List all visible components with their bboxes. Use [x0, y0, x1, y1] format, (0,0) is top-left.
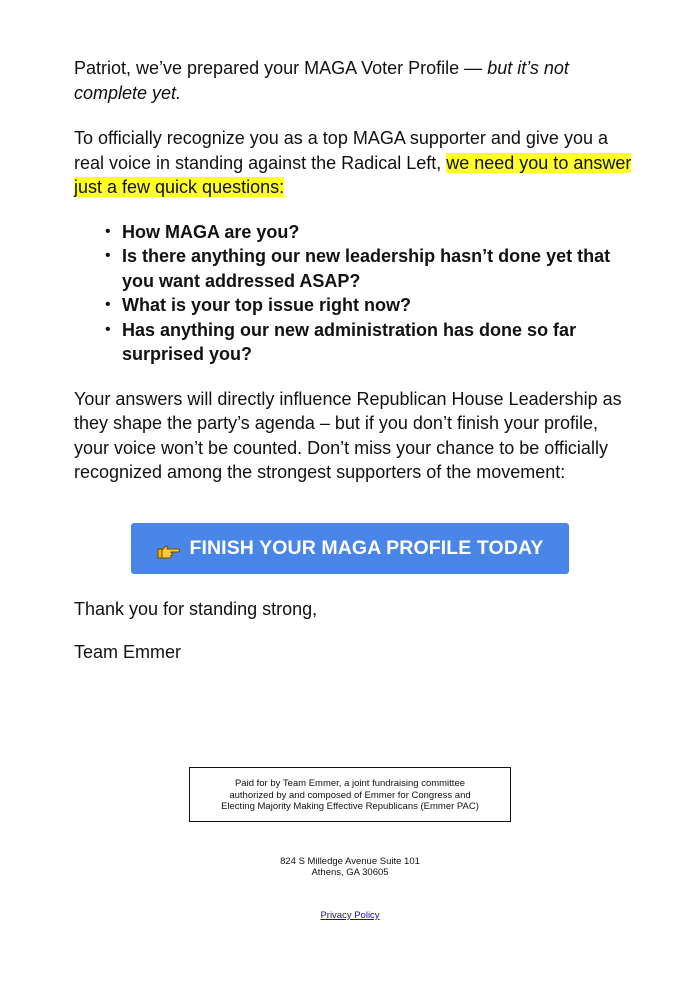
request-highlight: we need you to answer just a few quick questions:	[74, 152, 632, 197]
finish-profile-button[interactable]	[131, 523, 569, 574]
address-line: 824 S Milledge Avenue Suite 101	[280, 856, 420, 867]
question-item	[105, 220, 634, 245]
question-text: What is your top issue right now?	[122, 295, 412, 315]
disclaimer-line: Electing Majority Making Effective Republicans (Emmer PAC)	[221, 801, 479, 812]
question-text: How MAGA are you?	[122, 221, 300, 242]
disclaimer-line: authorized by and composed of Emmer for Congress and	[229, 789, 471, 801]
request-paragraph	[74, 126, 634, 200]
question-text: Is there anything our new leadership hasn’t done yet that you want addressed ASAP?	[122, 246, 611, 291]
finish-profile-button-label: FINISH YOUR MAGA PROFILE TODAY	[189, 537, 544, 559]
signature-text: Team Emmer	[74, 642, 182, 662]
bullet: •	[105, 247, 111, 264]
footer-links	[0, 910, 700, 922]
privacy-policy-link[interactable]: Privacy Policy	[320, 910, 380, 921]
paid-for-disclaimer	[189, 767, 511, 822]
question-text: Has anything our new administration has done so far surprised you?	[122, 319, 577, 364]
question-item	[105, 293, 634, 318]
bullet: •	[105, 296, 111, 313]
intro-emphasis: but it’s not complete yet.	[74, 58, 569, 103]
email-body	[74, 56, 634, 485]
disclaimer-line: Paid for by Team Emmer, a joint fundraising committee	[234, 778, 466, 789]
bullet: •	[105, 320, 111, 338]
address-line: Athens, GA 30605	[311, 867, 389, 878]
questions-list	[74, 220, 634, 367]
mailing-address	[0, 856, 700, 878]
thanks-text: Thank you for standing strong,	[74, 599, 318, 619]
closing-paragraph: Your answers will directly influence Republican House Leadership as they shape the party’s agenda – but if you don’t finish your profile, your voice won’t be counted. Don’t miss your chance to be officially recognized among the strongest supporters of the movement:	[74, 388, 622, 482]
bullet: •	[105, 222, 111, 240]
intro-lead: Patriot, we’ve prepared your MAGA Voter Profile —	[74, 58, 488, 78]
question-item	[105, 318, 634, 367]
request-lead: To officially recognize you as a top MAGA supporter and give you a real voice in standing against the Radical Left,	[74, 128, 608, 173]
intro-paragraph	[74, 56, 634, 105]
question-item	[105, 244, 634, 293]
cta-container	[131, 523, 569, 574]
pointing-hand-icon	[156, 542, 180, 560]
